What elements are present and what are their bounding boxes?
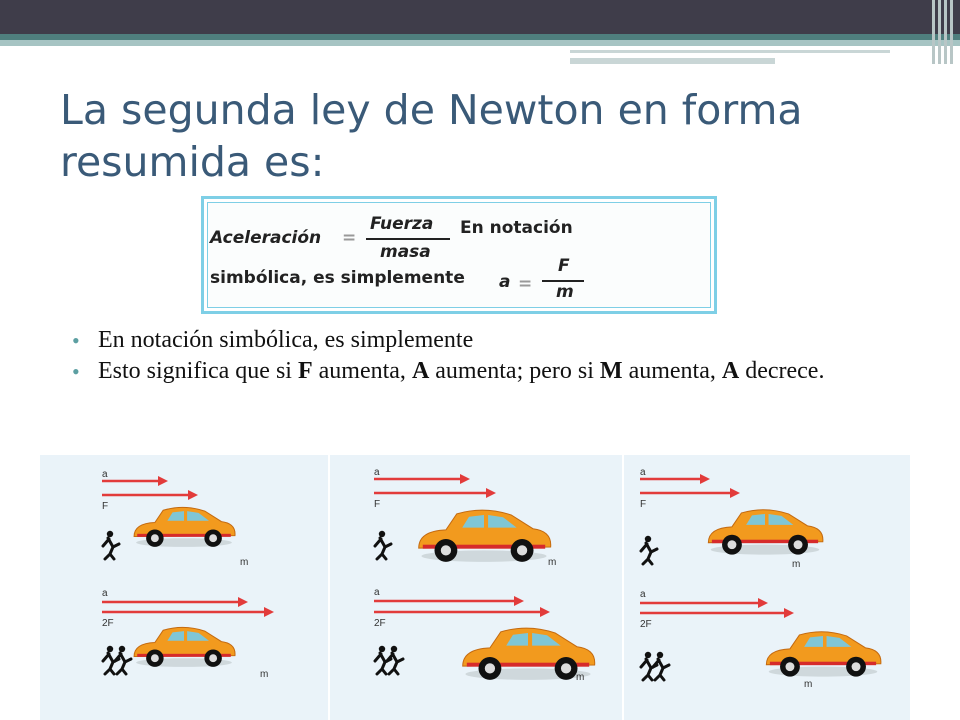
label-a: a [374,467,380,478]
label-a-2: a [102,588,108,599]
label-a-2: a [374,587,380,598]
decor-vertical-lines [932,0,954,64]
label-m: m [792,559,801,570]
label-a-2: a [640,589,646,600]
header-bar [0,0,960,34]
formula-F: F [558,256,570,276]
panel-more-mass [330,455,622,720]
force-arrow-head [486,488,496,498]
panel-svg-3 [624,455,910,720]
force-arrow-2-head [264,607,274,617]
label-2F: 2F [102,618,114,629]
label-2F: 2F [640,619,652,630]
car-2 [134,627,235,667]
formula-denominator: masa [380,242,431,262]
label-F: F [640,499,647,510]
decor-line [570,50,890,53]
label-F: F [374,499,381,510]
acceleration-arrow-2-head [238,597,248,607]
panel-svg-2 [330,455,622,720]
car [134,507,235,547]
label-m: m [548,557,557,568]
force-arrow-head [188,490,198,500]
label-a: a [640,467,646,478]
acceleration-arrow-head [460,474,470,484]
force-arrow-2-head [540,607,550,617]
formula-m: m [556,282,574,302]
acceleration-arrow-2-head [758,598,768,608]
formula-box [194,192,720,320]
pushing-person [641,536,657,564]
acceleration-arrow-head [700,474,710,484]
car [419,510,551,562]
acceleration-arrow-head [158,476,168,486]
label-a: a [102,469,108,480]
formula-notation: En notación [460,218,573,238]
panel-baseline [40,455,328,720]
formula-equals: = [342,228,357,248]
formula-acceleration: Aceleración [210,228,322,248]
bullet-item: • Esto significa que si F aumenta, A aumenta; pero si M aumenta, A decrece. [72,358,825,384]
force-arrow-2-head [784,608,794,618]
bullet-list [72,326,832,388]
label-m: m [240,557,249,568]
formula-numerator: Fuerza [370,214,434,234]
label-m-2: m [260,669,269,680]
decor-line [570,58,775,64]
slide-title: La segunda ley de Newton en forma resumida es: [60,86,803,186]
label-m-2: m [804,679,813,690]
pushing-person [103,531,119,559]
pushing-person-2 [653,652,669,680]
label-2F: 2F [374,618,386,629]
pushing-person [375,531,391,559]
label-m-2: m [576,672,585,683]
car [708,510,823,555]
bullet-dot: • [72,328,80,353]
bullet-dot: • [72,359,80,384]
label-F: F [102,501,109,512]
car-2 [766,632,881,677]
pushing-person-2 [115,646,131,674]
bullet-item: • En notación simbólica, es simplemente [72,327,474,353]
acceleration-arrow-2-head [514,596,524,606]
force-arrow-head [730,488,740,498]
formula-a: a [499,272,511,292]
pushing-person-2 [387,646,403,674]
formula-symbolic: simbólica, es simplemente [210,268,465,288]
formula-equals-2: = [518,274,533,294]
panel-svg-1 [40,455,328,720]
header-stripe-light [0,40,960,46]
car-2 [463,628,595,680]
fraction-line [366,238,450,240]
panel-most-mass [624,455,910,720]
illustration-panels [40,455,910,720]
